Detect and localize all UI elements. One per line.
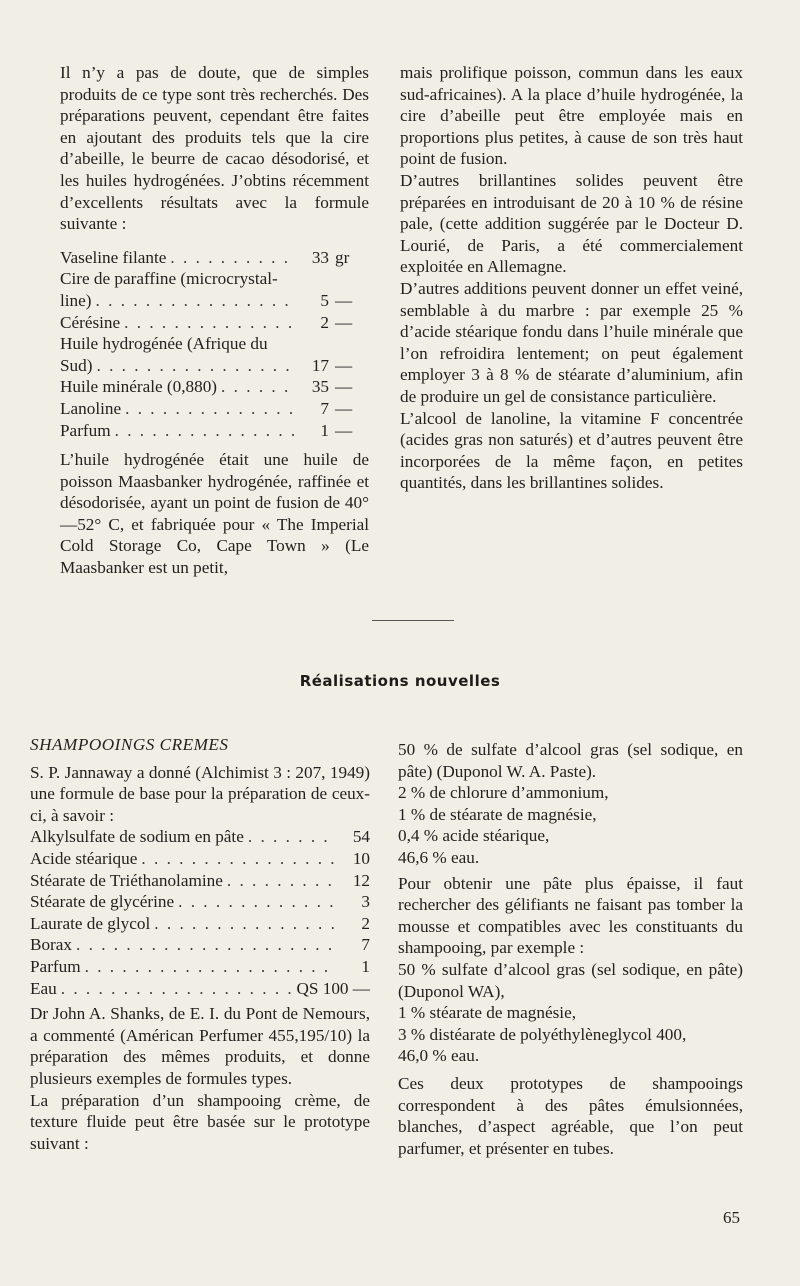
list-item: 50 % sulfate d’alcool gras (sel sodique, en pâte) (Duponol WA), — [398, 959, 743, 1001]
right-paragraph-1: mais prolifique poisson, commun dans les eaux sud-africaines). A la place d’huile hydrogénée, la cire d’abeille peut être employée mais en proportions plus petites, à cause de son très haut point de fusion. — [400, 63, 743, 169]
dot-leader — [124, 312, 295, 334]
ingredient-amount: 7 — [361, 935, 370, 955]
ingredient-name: Borax — [30, 935, 73, 955]
ingredient-name: Cire de paraffine (microcrystal- — [60, 269, 278, 289]
dot-leader — [125, 398, 295, 420]
dot-leader — [96, 290, 296, 312]
formula-row — [60, 420, 369, 442]
formula-row — [30, 934, 370, 956]
formula-row — [60, 398, 369, 420]
formula-row — [30, 826, 370, 848]
ingredient-amount: 1 — [361, 956, 370, 976]
thicker-paste-paragraph: Pour obtenir une pâte plus épaisse, il faut rechercher des gélifiants ne faisant pas tomber la mousse et compatibles avec les constituants du shampooing, par exemple : — [398, 873, 743, 958]
ingredient-name: Sud) — [60, 355, 93, 375]
ingredient-amount: 2 — [320, 312, 329, 332]
formula-row — [30, 891, 370, 913]
ingredient-name: Parfum — [60, 420, 111, 440]
list-item: 1 % stéarate de magnésie, — [398, 1003, 577, 1023]
dot-leader — [227, 870, 336, 892]
spacer — [60, 235, 369, 247]
dot-leader — [76, 934, 336, 956]
formula-row — [60, 355, 369, 377]
right-paragraph-2: D’autres brillantines solides peuvent être préparées en introduisant de 20 à 10 % de résine pale, (cette addition suggérée par le Docteur D. Lourié, de Paris, a été commercialement exploitée en Allemagne. — [400, 170, 743, 277]
dot-leader — [170, 247, 295, 269]
ingredient-amount: 33 — [311, 247, 329, 267]
fluid-cream-paragraph: La préparation d’un shampooing crème, de texture fluide peut être basée sur le prototype suivant : — [30, 1090, 370, 1153]
ingredient-amount: 2 — [361, 913, 370, 933]
list-item: 2 % de chlorure d’ammonium, — [398, 783, 609, 803]
formula-row — [60, 333, 369, 355]
spacer — [60, 441, 369, 449]
ingredient-unit: — — [335, 420, 353, 440]
dot-leader — [221, 376, 295, 398]
ingredient-name: Vaseline filante — [60, 247, 167, 267]
ingredient-name: Lanoline — [60, 398, 122, 418]
ingredient-amount: 7 — [320, 398, 329, 418]
list-item: 46,6 % eau. — [398, 847, 480, 867]
ingredient-name: Stéarate de Triéthanolamine — [30, 870, 223, 890]
ingredient-name: Eau — [30, 978, 57, 998]
list-item: 50 % de sulfate d’alcool gras (sel sodique, en pâte) (Duponol W. A. Paste). — [398, 740, 743, 781]
dot-leader — [96, 355, 295, 377]
prototype-list-1 — [398, 739, 743, 869]
ingredient-name: Laurate de glycol — [30, 913, 151, 933]
ingredient-unit: gr — [335, 247, 350, 267]
ingredient-amount: QS 100 — — [296, 978, 370, 998]
ingredient-name: Stéarate de glycérine — [30, 892, 175, 912]
list-item: 1 % de stéarate de magnésie, — [398, 804, 597, 824]
ingredient-name: line) — [60, 290, 92, 310]
dot-leader — [178, 891, 336, 913]
ingredient-unit: — — [335, 290, 353, 310]
formula-row — [60, 376, 369, 398]
bottom-left-column — [30, 734, 370, 1154]
top-left-column — [60, 62, 369, 579]
ingredient-name: Huile hydrogénée (Afrique du — [60, 334, 268, 354]
ingredient-unit: — — [335, 355, 353, 375]
ingredient-name: Alkylsulfate de sodium en pâte — [30, 827, 244, 847]
formula-row — [30, 956, 370, 978]
right-paragraph-4: L’alcool de lanoline, la vitamine F concentrée (acides gras non saturés) et d’autres peuvent être incorporées de la même façon, en petites quantités, dans les brillantines solides. — [400, 408, 743, 493]
brillantine-formula — [60, 247, 369, 441]
dot-leader — [115, 420, 295, 442]
dot-leader — [248, 826, 336, 848]
ingredient-amount: 35 — [311, 377, 329, 397]
ingredient-amount: 54 — [352, 827, 370, 847]
dot-leader — [61, 978, 293, 1000]
ingredient-amount: 10 — [352, 848, 370, 868]
formula-row — [60, 290, 369, 312]
dot-leader — [85, 956, 336, 978]
formula-row — [60, 247, 369, 269]
ingredient-amount: 12 — [352, 870, 370, 890]
conclusion-paragraph: Ces deux prototypes de shampooings correspondent à des pâtes émulsionnées, blanches, d’aspect agréable, que l’on peut parfumer, et présenter en tubes. — [398, 1073, 743, 1158]
right-paragraph-3: D’autres additions peuvent donner un effet veiné, semblable à du marbre : par exemple 25 % d’acide stéarique fondu dans l’huile minérale que l’on refroidira lentement; on peut également employer 3 à 8 % de stéarate d’aluminium, afin de produire un gel de consistance particulière. — [400, 278, 743, 406]
page-number: 65 — [723, 1208, 740, 1227]
bottom-right-column — [398, 739, 743, 1159]
top-right-column — [400, 62, 743, 494]
shanks-paragraph: Dr John A. Shanks, de E. I. du Pont de Nemours, a commenté (Américan Perfumer 455,195/10) la préparation des mêmes produits, et donne plusieurs exemples de formules types. — [30, 1004, 370, 1088]
ingredient-amount: 5 — [320, 290, 329, 310]
formula-row — [30, 848, 370, 870]
formula-row — [30, 870, 370, 892]
list-item: 3 % distéarate de polyéthylèneglycol 400, — [398, 1024, 687, 1044]
prototype-list-2 — [398, 959, 743, 1067]
ingredient-amount: 1 — [320, 420, 329, 440]
ingredient-name: Acide stéarique — [30, 848, 138, 868]
ingredient-amount: 17 — [311, 355, 329, 375]
hydrogenated-oil-paragraph: L’huile hydrogénée était une huile de poisson Maasbanker hydrogénée, raffinée et désodorisée, ayant un point de fusion de 40°—52° C, et fabriquée pour « The Imperial Cold Storage Co, Cape Town » (Le Maasbanker est un petit, — [60, 450, 369, 578]
formula-row — [30, 978, 370, 1000]
ingredient-unit: — — [335, 398, 353, 418]
ingredient-name: Cérésine — [60, 312, 121, 332]
formula-row — [30, 913, 370, 935]
ingredient-name: Parfum — [30, 956, 81, 976]
formula-row — [60, 312, 369, 334]
ingredient-unit: — — [335, 377, 353, 397]
section-title: Réalisations nouvelles — [299, 672, 501, 690]
formula-row — [60, 268, 369, 290]
list-item: 0,4 % acide stéarique, — [398, 826, 550, 846]
dot-leader — [141, 848, 336, 870]
ingredient-unit: — — [335, 312, 353, 332]
subheading: SHAMPOOINGS CREMES — [30, 735, 229, 754]
ingredient-amount: 3 — [361, 892, 370, 912]
ingredient-name: Huile minérale (0,880) — [60, 377, 218, 397]
separator-rule — [372, 620, 454, 621]
dot-leader — [154, 913, 336, 935]
shampoo-formula — [30, 826, 370, 999]
jannaway-paragraph: S. P. Jannaway a donné (Alchimist 3 : 207, 1949) une formule de base pour la préparation de ceux-ci, à savoir : — [30, 762, 370, 825]
intro-paragraph: Il n’y a pas de doute, que de simples produits de ce type sont très recherchés. Des préparations peuvent, cependant être faites en ajoutant des produits tels que la cire d’abeille, le beurre de cacao désodorisé, et les huiles hydrogénées. J’obtins récemment d’excellents résultats avec la formule suivante : — [60, 63, 369, 234]
list-item: 46,0 % eau. — [398, 1046, 480, 1066]
